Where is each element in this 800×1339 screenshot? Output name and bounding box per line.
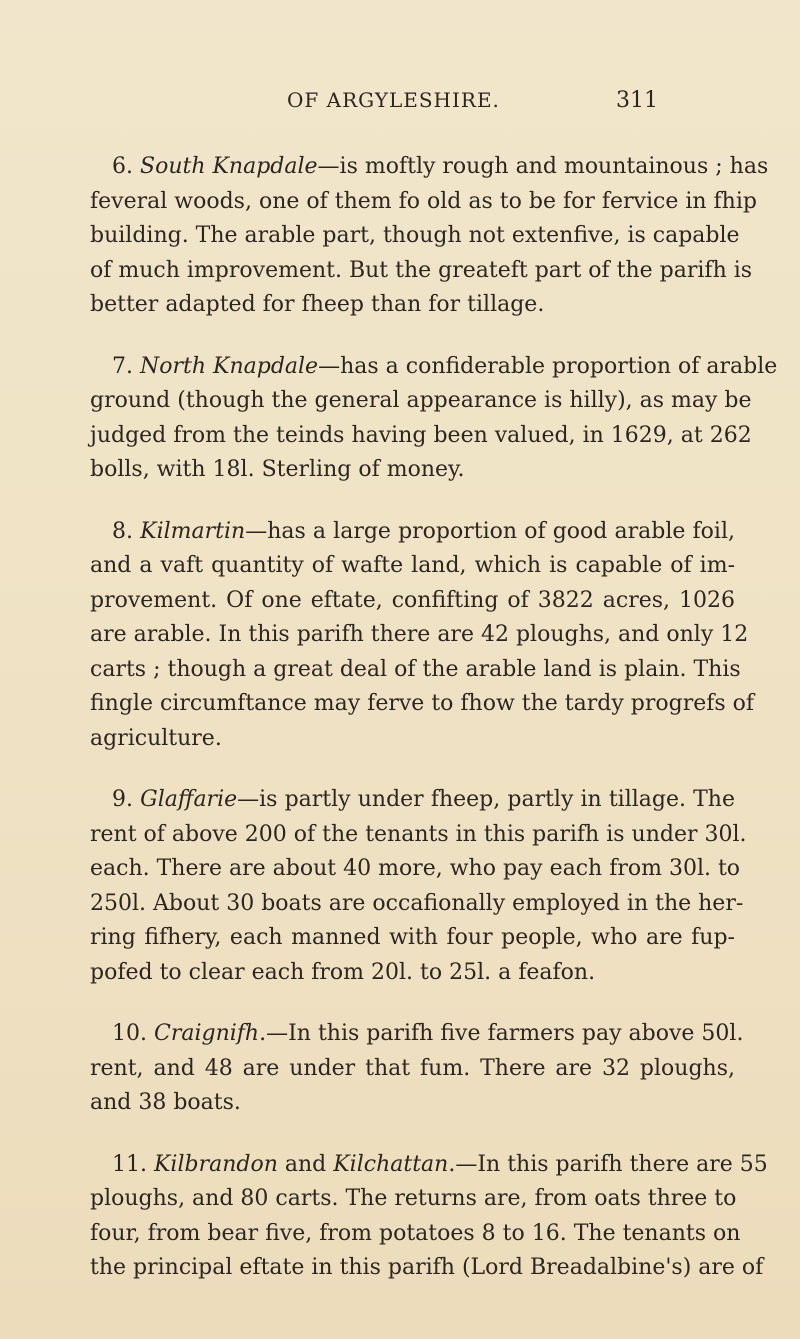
paragraph-glaffarie — [90, 783, 747, 990]
place-name: Glaffarie — [140, 787, 238, 812]
place-name: Craignifh — [154, 1021, 260, 1046]
place-name: North Knapdale — [140, 353, 319, 379]
text-line: better adapted for fheep than for tillage. — [90, 292, 545, 317]
text-line: and 38 boats. — [90, 1090, 241, 1115]
text-line: judged from the teinds having been valued, in 1629, at 262 — [90, 422, 752, 448]
body-text — [90, 150, 778, 1313]
place-name: South Knapdale — [140, 154, 318, 179]
text-line: each. There are about 40 more, who pay each from 30l. to — [90, 856, 741, 881]
line-text: —has a large proportion of good arable foil, — [245, 518, 735, 544]
text-line: bolls, with 18l. Sterling of money. — [90, 457, 465, 482]
page-header — [0, 88, 800, 128]
text-line: ploughs, and 80 carts. The returns are, from oats three to — [90, 1186, 737, 1211]
text-line — [90, 1017, 744, 1052]
text-line — [90, 783, 735, 818]
text-line: 250l. About 30 boats are occafionally employed in the her- — [90, 890, 744, 916]
text-line: ground (though the general appearance is hilly), as may be — [90, 388, 752, 413]
text-line — [90, 1148, 768, 1183]
paragraph-south-knapdale — [90, 150, 769, 323]
text-line: four, from bear five, from potatoes 8 to 16. The tenants on — [90, 1220, 741, 1246]
line-text: —has a confiderable proportion of arable — [318, 353, 778, 379]
text-line: building. The arable part, though not extenfive, is capable — [90, 223, 740, 248]
paragraph-number: 9. — [112, 787, 133, 812]
text-line: ring fifhery, each manned with four people, who are fup- — [90, 925, 735, 950]
line-text: .—In this parifh there are 55 — [448, 1151, 768, 1177]
paragraph-north-knapdale — [90, 350, 778, 488]
place-name: Kilbrandon — [154, 1151, 278, 1177]
text-line: of much improvement. But the greateft part of the parifh is — [90, 257, 753, 283]
place-name: Kilmartin — [140, 518, 246, 544]
line-text: and — [277, 1151, 334, 1177]
text-line — [90, 515, 735, 550]
text-line: rent of above 200 of the tenants in this parifh is under 30l. — [90, 821, 747, 847]
text-line: rent, and 48 are under that fum. There are 32 ploughs, — [90, 1055, 735, 1081]
text-line: the principal eftate in this parifh (Lord Breadalbine's) are of — [90, 1255, 764, 1280]
text-line — [90, 150, 769, 185]
running-head: OF ARGYLESHIRE. — [287, 88, 500, 112]
text-line: agriculture. — [90, 725, 222, 751]
text-line: provement. Of one eftate, confifting of 3822 acres, 1026 — [90, 587, 735, 613]
line-text: .—In this parifh five farmers pay above 50l. — [259, 1021, 744, 1046]
text-line: carts ; though a great deal of the arable land is plain. This — [90, 656, 741, 682]
line-text: —is moftly rough and mountainous ; has — [317, 154, 769, 179]
text-line: feveral woods, one of them fo old as to be for fervice in fhip — [90, 188, 757, 214]
page-number: 311 — [616, 88, 658, 113]
paragraph-number: 6. — [112, 154, 133, 179]
paragraph-number: 8. — [112, 518, 133, 544]
text-line: and a vaft quantity of wafte land, which is capable of im- — [90, 553, 735, 578]
text-line: pofed to clear each from 20l. to 25l. a feafon. — [90, 959, 596, 985]
line-text: —is partly under fheep, partly in tillage. The — [237, 787, 735, 812]
place-name: Kilchattan — [333, 1151, 449, 1177]
text-line — [90, 350, 778, 385]
paragraph-craignifh — [90, 1017, 744, 1121]
text-line: are arable. In this parifh there are 42 ploughs, and only 12 — [90, 622, 749, 647]
paragraph-kilbrandon-kilchattan — [90, 1148, 768, 1286]
paragraph-number: 7. — [112, 353, 133, 379]
paragraph-number: 10. — [112, 1021, 147, 1046]
paragraph-kilmartin — [90, 515, 755, 757]
text-line: fingle circumftance may ferve to fhow the tardy progrefs of — [90, 691, 755, 716]
paragraph-number: 11. — [112, 1151, 147, 1177]
